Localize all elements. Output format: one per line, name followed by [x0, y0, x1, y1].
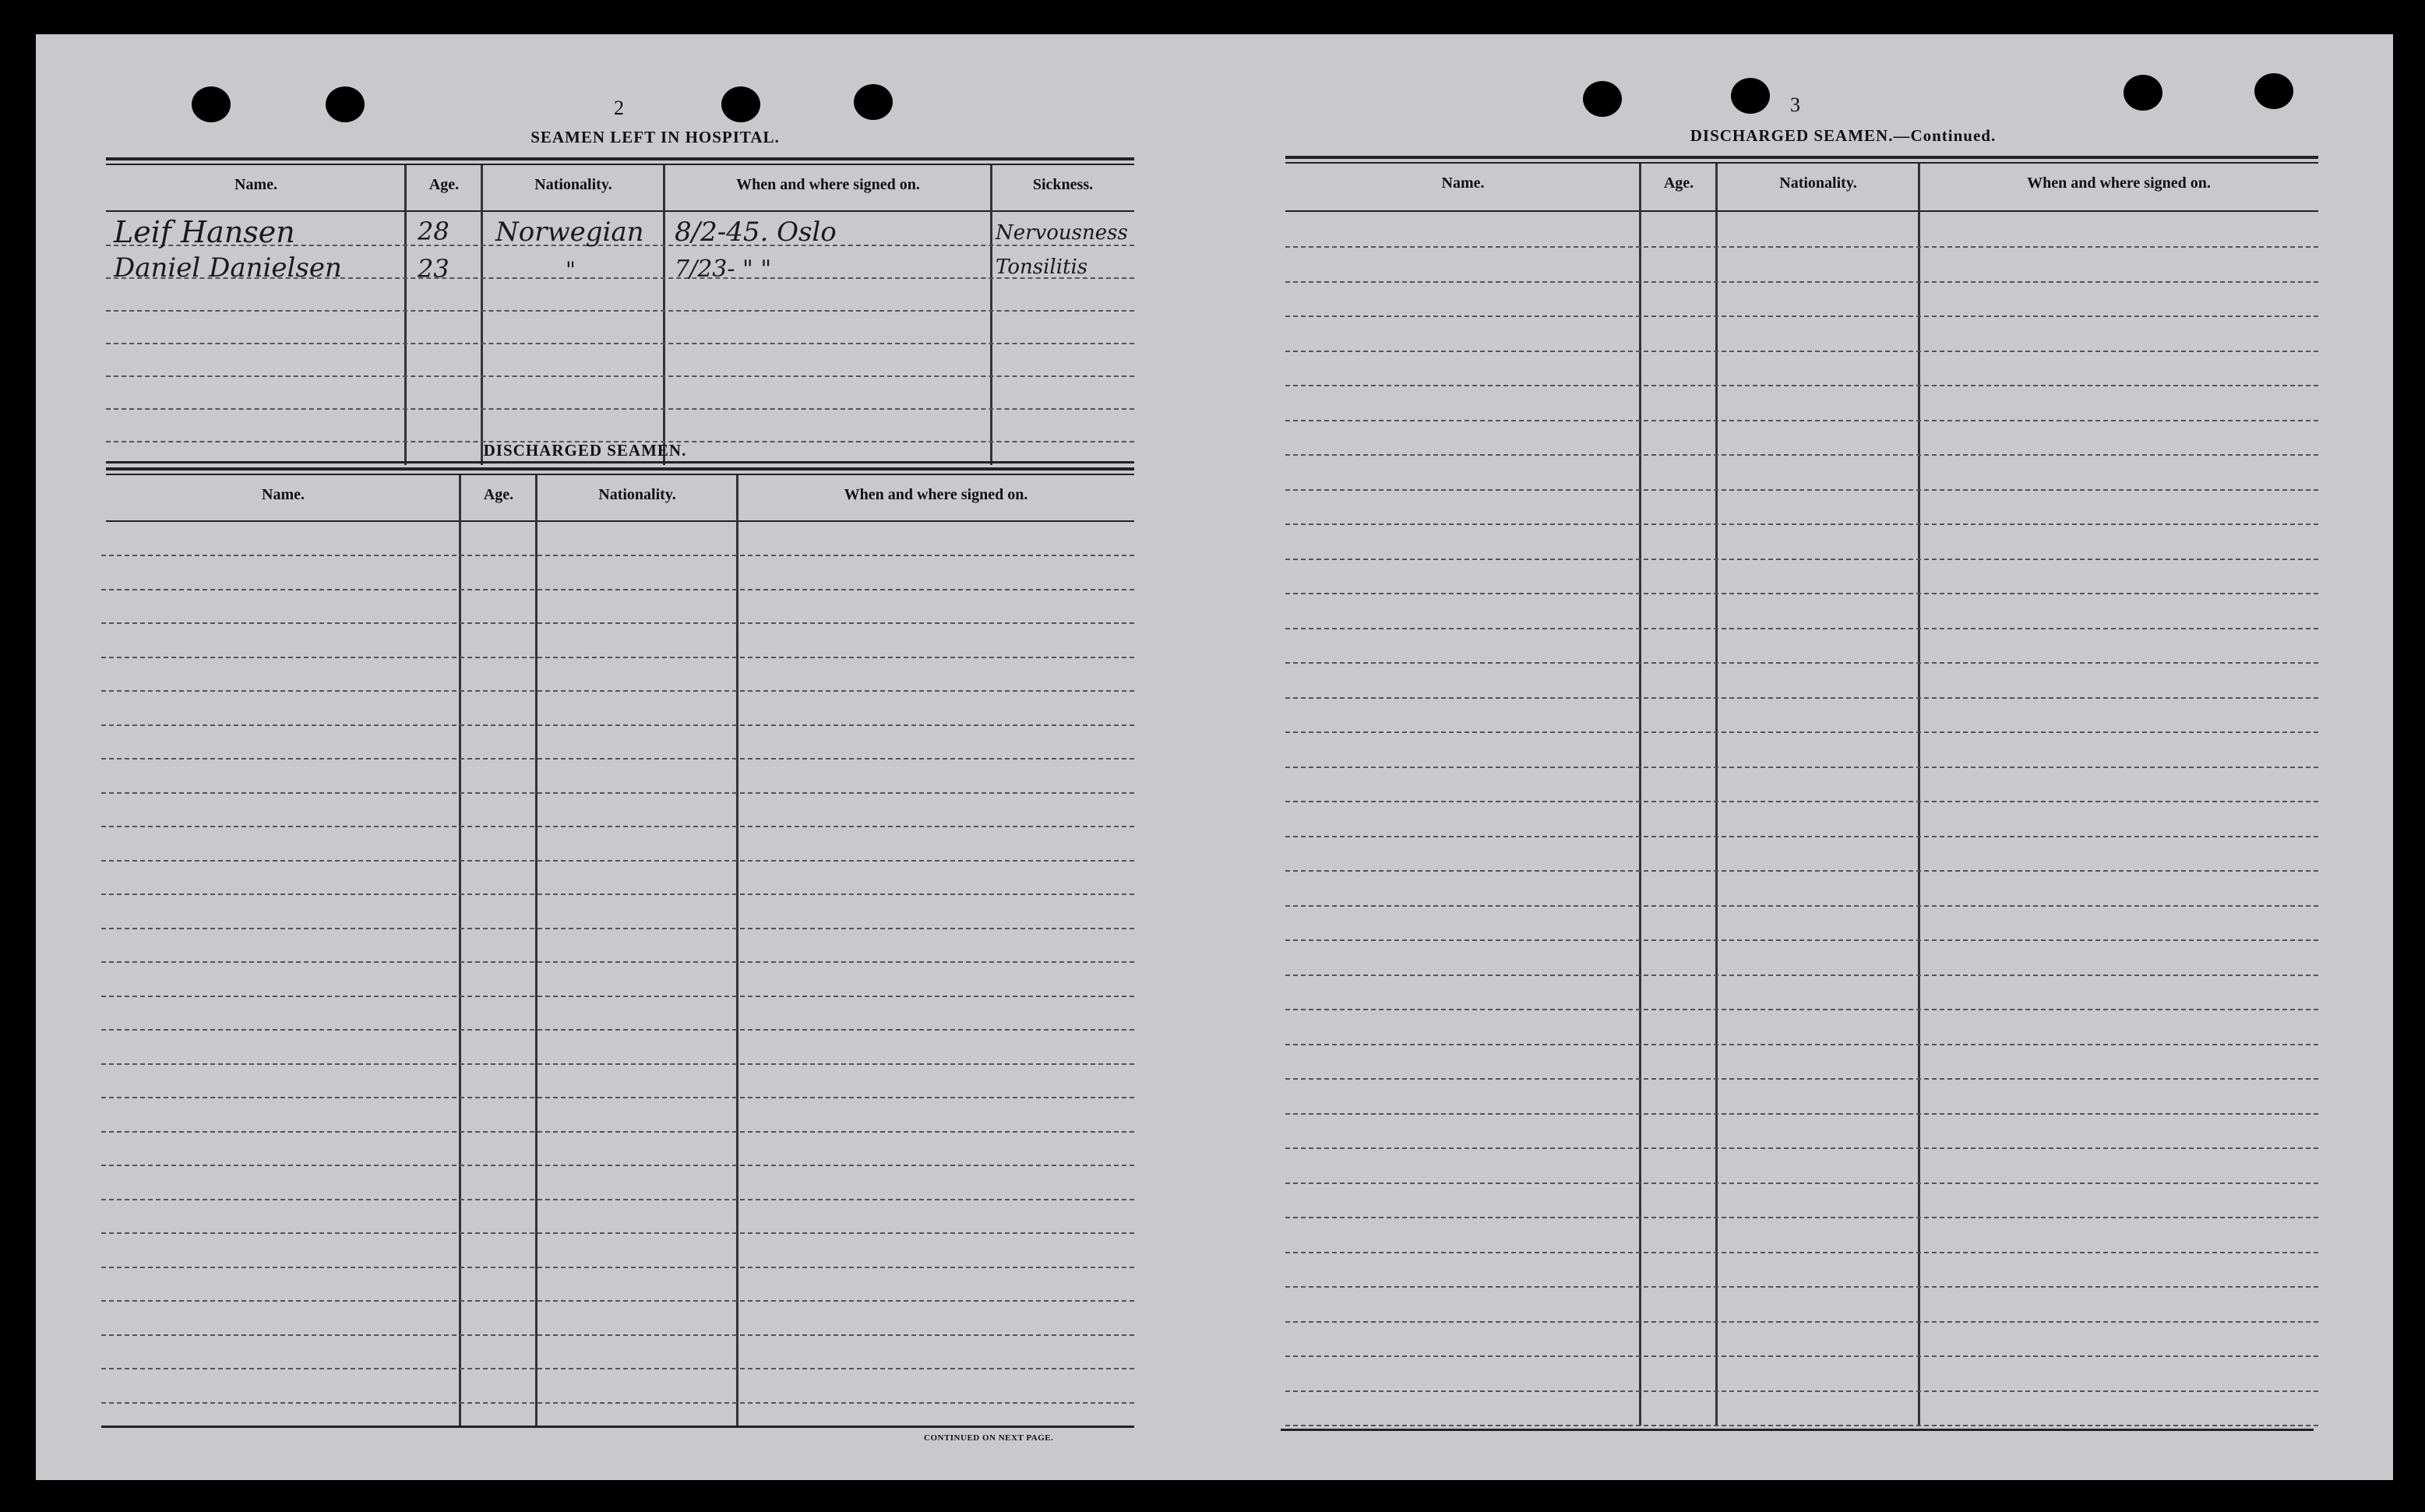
col-header-nationality: Nationality.: [534, 176, 612, 193]
ruled-line: [1285, 1252, 2318, 1253]
ruled-line: [101, 1402, 1134, 1404]
ruled-line: [106, 343, 1134, 344]
ruled-line: [1285, 246, 2318, 248]
ruled-line: [101, 1368, 1134, 1369]
col-header-age: Age.: [428, 176, 460, 193]
ruled-line: [1285, 351, 2318, 352]
ruled-line: [1285, 1286, 2318, 1288]
hospital-section-title: SEAMEN LEFT IN HOSPITAL.: [530, 128, 780, 146]
ruled-line: [1285, 628, 2318, 629]
continued-footer: CONTINUED ON NEXT PAGE.: [924, 1433, 1054, 1443]
ruled-line: [1285, 662, 2318, 664]
discharged-col-header-name: Name.: [262, 486, 305, 503]
right-top-rule: [1285, 156, 2318, 159]
ruled-line: [101, 1131, 1134, 1133]
punch-hole: [1583, 81, 1622, 117]
ruled-line: [101, 1097, 1134, 1098]
ruled-line: [101, 1334, 1134, 1336]
ruled-line: [101, 1232, 1134, 1234]
ruled-line: [1285, 489, 2318, 491]
punch-hole: [2124, 75, 2162, 111]
right-section-title: DISCHARGED SEAMEN.—Continued.: [1690, 126, 1997, 145]
ruled-line: [101, 690, 1134, 692]
ruled-line: [1285, 975, 2318, 976]
hospital-top-rule: [106, 157, 1134, 160]
right-col-header-age: Age.: [1663, 174, 1694, 192]
ruled-line: [1285, 1355, 2318, 1357]
ruled-line: [1285, 454, 2318, 456]
form-sheet: [36, 34, 2393, 1480]
ruled-line: [101, 1267, 1134, 1268]
ruled-line: [1285, 281, 2318, 283]
ruled-line: [1285, 1113, 2318, 1115]
ruled-line: [101, 961, 1134, 963]
ruled-line: [1285, 523, 2318, 525]
punch-hole: [1731, 78, 1770, 114]
discharged-col-header-nationality: Nationality.: [598, 486, 676, 503]
ruled-line: [101, 589, 1134, 590]
punch-hole: [326, 86, 365, 122]
ruled-line: [106, 375, 1134, 377]
ruled-line: [1285, 1390, 2318, 1392]
ruled-line: [101, 928, 1134, 929]
right-col-header-signed-on: When and where signed on.: [2027, 174, 2211, 192]
ruled-line: [1285, 767, 2318, 768]
ruled-line: [101, 724, 1134, 726]
ruled-line: [101, 555, 1134, 556]
ruled-line: [1285, 1182, 2318, 1184]
col-header-signed-on: When and where signed on.: [736, 176, 920, 193]
page-number: 3: [1790, 93, 1800, 116]
ruled-line: [1285, 870, 2318, 872]
ruled-line: [1285, 1321, 2318, 1323]
ruled-line: [1285, 939, 2318, 941]
ruled-line: [101, 826, 1134, 827]
hospital-row-2-name: Daniel Danielsen: [114, 252, 342, 284]
ruled-line: [101, 622, 1134, 624]
ruled-line: [1285, 801, 2318, 802]
discharged-section-title: DISCHARGED SEAMEN.: [483, 441, 687, 460]
hospital-row-2-nationality: ": [566, 257, 576, 283]
ruled-line: [101, 1063, 1134, 1065]
hospital-row-1-name: Leif Hansen: [114, 215, 295, 249]
punch-hole: [721, 86, 760, 122]
ruled-line: [1285, 836, 2318, 837]
ruled-line: [101, 996, 1134, 997]
ruled-line: [1285, 420, 2318, 421]
ruled-line: [1285, 1044, 2318, 1045]
ruled-line: [101, 1165, 1134, 1166]
punch-hole: [2254, 73, 2293, 109]
ruled-line: [106, 310, 1134, 312]
ruled-line: [1285, 593, 2318, 594]
ruled-line: [1285, 385, 2318, 386]
ruled-line: [1285, 1078, 2318, 1080]
right-col-header-nationality: Nationality.: [1779, 174, 1857, 192]
hospital-row-1-nationality: Norwegian: [495, 217, 644, 248]
discharged-col-header-signed-on: When and where signed on.: [844, 486, 1028, 503]
ruled-line: [1285, 1009, 2318, 1010]
page-number: 2: [614, 97, 624, 119]
ruled-line: [1285, 905, 2318, 907]
punch-hole: [854, 84, 893, 120]
ruled-line: [101, 1300, 1134, 1302]
hospital-row-2-signed-on: 7/23- " ": [675, 256, 772, 283]
right-bottom-rule: [1281, 1429, 2314, 1431]
ruled-line: [101, 758, 1134, 760]
ruled-line: [106, 408, 1134, 410]
ruled-line: [101, 657, 1134, 658]
ruled-line: [101, 893, 1134, 895]
discharged-bottom-rule: [101, 1426, 1134, 1428]
ruled-line: [1285, 315, 2318, 317]
ruled-line: [1285, 559, 2318, 560]
discharged-col-header-age: Age.: [483, 486, 514, 503]
discharged-top-rule: [106, 467, 1134, 471]
col-header-name: Name.: [234, 176, 277, 193]
ruled-line: [1285, 731, 2318, 733]
ruled-line: [101, 860, 1134, 862]
hospital-row-1-signed-on: 8/2-45. Oslo: [675, 217, 837, 248]
hospital-row-1-age: 28: [418, 217, 449, 246]
hospital-row-1-sickness: Nervousness: [996, 221, 1128, 245]
ruled-line: [101, 1029, 1134, 1031]
ruled-line: [101, 792, 1134, 794]
ruled-line: [1285, 1217, 2318, 1218]
ruled-line: [101, 1199, 1134, 1200]
punch-hole: [192, 86, 231, 122]
col-header-sickness: Sickness.: [1032, 176, 1094, 193]
hospital-row-2-sickness: Tonsilitis: [996, 256, 1088, 279]
right-col-header-name: Name.: [1441, 174, 1485, 192]
ruled-line: [1285, 1425, 2318, 1426]
hospital-row-2-age: 23: [418, 254, 449, 284]
ruled-line: [1285, 697, 2318, 699]
ruled-line: [1285, 1147, 2318, 1149]
